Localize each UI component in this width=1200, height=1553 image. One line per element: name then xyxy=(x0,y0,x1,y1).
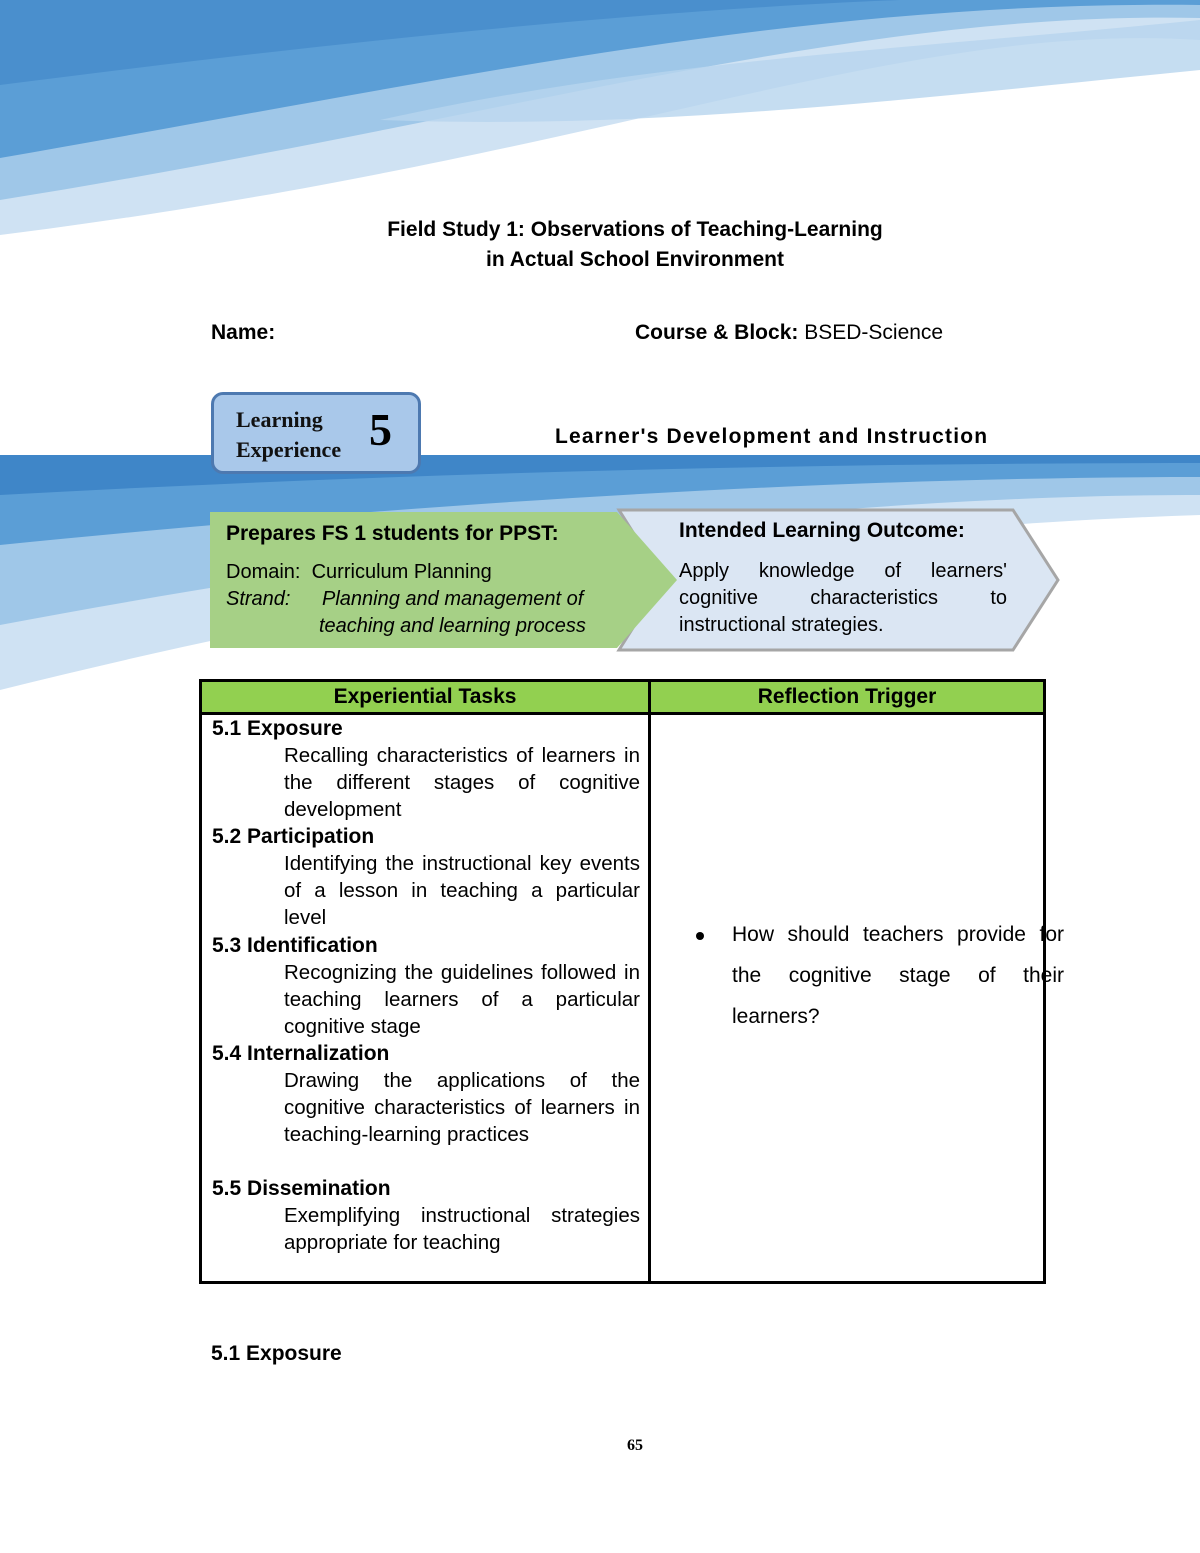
ppst-strand-label: Strand: xyxy=(226,588,291,610)
learning-experience-number: 5 xyxy=(369,404,392,455)
top-wave-decoration xyxy=(0,0,1200,240)
name-field xyxy=(211,321,275,345)
name-label: Name: xyxy=(211,321,276,344)
ppst-strand-value-line1: Planning and management of xyxy=(322,588,584,610)
course-block-value: BSED-Science xyxy=(804,321,944,344)
column-divider xyxy=(648,682,651,1281)
task-desc-exposure: Recalling characteristics of learners in the different stages of cognitive development xyxy=(284,744,640,821)
task-desc-participation: Identifying the instructional key events of a lesson in teaching a particular level xyxy=(284,852,640,929)
task-desc-dissemination: Exemplifying instructional strategies appropriate for teaching xyxy=(284,1204,640,1254)
ilo-text: Apply knowledge of learners' cognitive characteristics to instructional strategies. xyxy=(679,560,1007,636)
ppst-strand-value-line2: teaching and learning process xyxy=(319,615,586,637)
document-title-line2: in Actual School Environment xyxy=(486,248,784,271)
reflection-trigger-text: How should teachers provide for the cognitive stage of their learners? xyxy=(732,923,1064,1028)
task-title-internalization: 5.4 Internalization xyxy=(212,1042,390,1065)
task-title-dissemination: 5.5 Dissemination xyxy=(212,1177,391,1200)
learning-experience-label-line2: Experience xyxy=(236,437,342,462)
task-title-participation: 5.2 Participation xyxy=(212,825,375,848)
header-experiential-tasks: Experiential Tasks xyxy=(333,685,517,708)
learning-experience-badge xyxy=(211,392,421,474)
ilo-heading: Intended Learning Outcome: xyxy=(679,519,965,542)
document-title-line1: Field Study 1: Observations of Teaching-Learning xyxy=(387,218,883,241)
course-block-label: Course & Block: xyxy=(635,321,799,344)
header-reflection-trigger: Reflection Trigger xyxy=(757,685,937,708)
task-desc-internalization: Drawing the applications of the cognitive characteristics of learners in teaching-learning practices xyxy=(284,1069,640,1146)
learning-experience-label-line1: Learning xyxy=(236,407,323,432)
ppst-domain xyxy=(226,559,492,586)
section-heading-exposure: 5.1 Exposure xyxy=(211,1342,342,1365)
task-title-exposure: 5.1 Exposure xyxy=(212,717,343,740)
table-header-row xyxy=(202,682,1043,715)
lesson-title: Learner's Development and Instruction xyxy=(555,425,989,448)
learning-experience-label xyxy=(236,405,341,465)
bullet-icon xyxy=(696,932,704,940)
task-desc-identification: Recognizing the guidelines followed in teaching learners of a particular cognitive stage xyxy=(284,961,640,1038)
task-title-identification: 5.3 Identification xyxy=(212,934,378,957)
page-number: 65 xyxy=(627,1437,643,1454)
course-block-field xyxy=(635,321,943,345)
ppst-heading: Prepares FS 1 students for PPST: xyxy=(226,522,559,545)
experiential-tasks-table xyxy=(199,679,1064,1284)
domain-value: Curriculum Planning xyxy=(311,561,492,583)
domain-label: Domain: xyxy=(226,561,301,583)
